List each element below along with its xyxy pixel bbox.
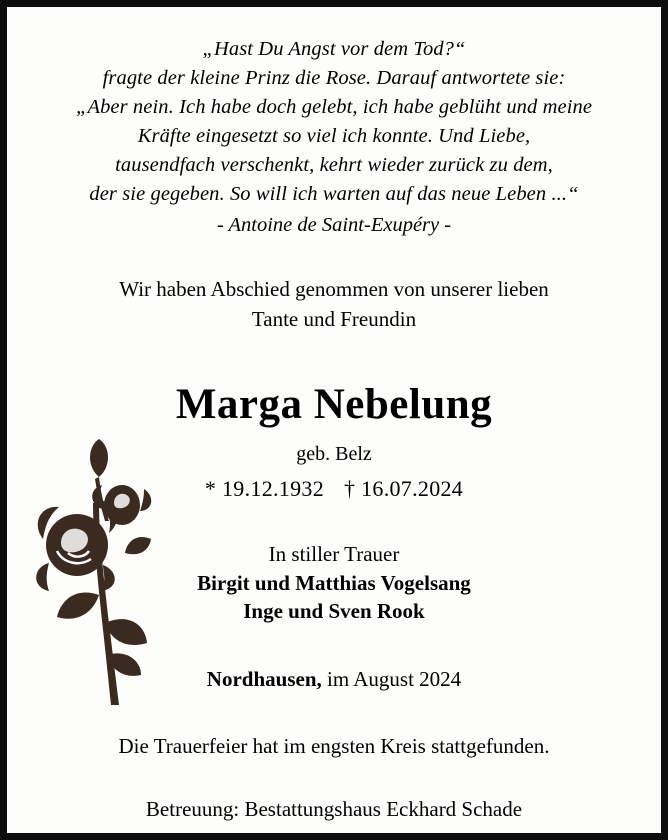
poem-attribution: - Antoine de Saint-Exupéry -: [216, 214, 452, 236]
mourning-label: In stiller Trauer: [268, 542, 400, 566]
poem-line: fragte der kleine Prinz die Rose. Darauf antwortete sie:: [102, 67, 566, 89]
funeral-home-note: Betreuung: Bestattungshaus Eckhard Schade: [145, 797, 523, 821]
place-name: Nordhausen,: [206, 667, 322, 691]
deceased-name: Marga Nebelung: [175, 381, 493, 428]
poem-block: [33, 35, 635, 209]
poem-line: „Aber nein. Ich habe doch gelebt, ich habe geblüht und meine: [75, 96, 593, 118]
intro-block: [33, 274, 635, 334]
poem-line: der sie gegeben. So will ich warten auf das neue Leben ...“: [89, 183, 579, 205]
deceased-birth-name: geb. Belz: [296, 443, 372, 465]
mourner-name: Inge und Sven Rook: [243, 599, 425, 623]
intro-line-1: Wir haben Abschied genommen von unserer lieben: [119, 277, 549, 301]
poem-line: „Hast Du Angst vor dem Tod?“: [202, 38, 466, 60]
intro-line-2: Tante und Freundin: [251, 307, 417, 331]
poem-line: Kräfte eingesetzt so viel ich konnte. Und Liebe,: [137, 125, 531, 147]
rose-illustration-icon: [31, 417, 161, 707]
birth-date: * 19.12.1932: [204, 476, 324, 501]
mourner-name: Birgit und Matthias Vogelsang: [197, 571, 471, 595]
death-date: † 16.07.2024: [344, 476, 464, 501]
ceremony-note: Die Trauerfeier hat im engsten Kreis stattgefunden.: [118, 734, 550, 758]
memorial-date: im August 2024: [321, 667, 462, 691]
poem-line: tausendfach verschenkt, kehrt wieder zurück zu dem,: [115, 154, 553, 176]
